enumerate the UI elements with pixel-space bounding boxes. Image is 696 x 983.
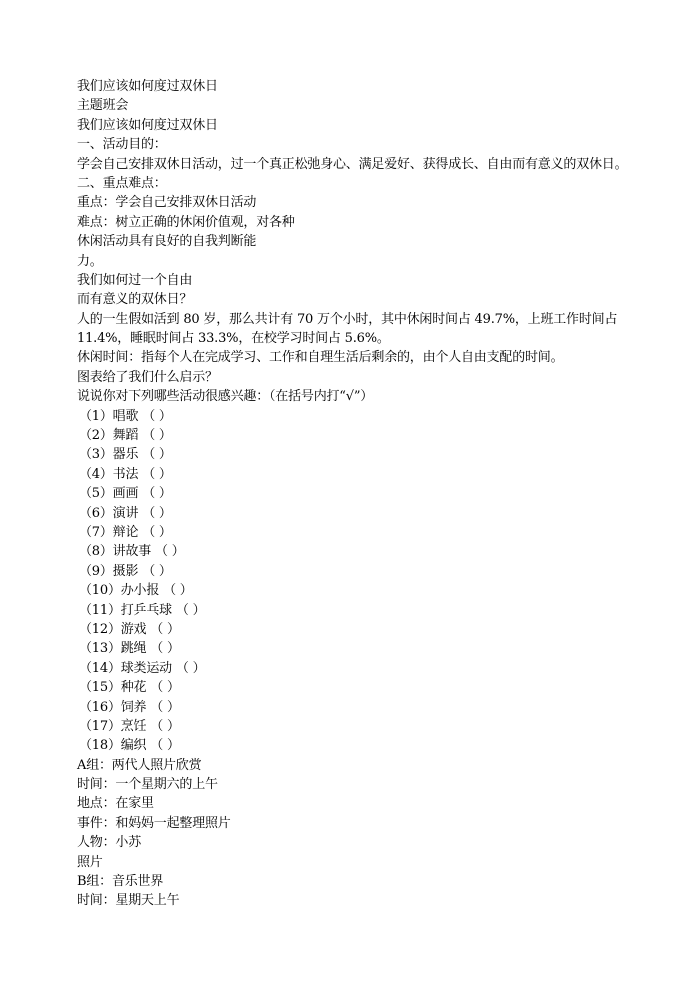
paragraph-difficulty-cont: 休闲活动具有良好的自我判断能 [77, 234, 257, 250]
doc-heading: 我们应该如何度过双休日 [77, 117, 218, 133]
paragraph-difficulty-end: 力。 [77, 253, 103, 269]
doc-title: 我们应该如何度过双休日 [77, 79, 218, 94]
list-item: （17）烹饪 （ ） [79, 718, 180, 734]
list-item: （15）种花 （ ） [79, 680, 180, 696]
group-a-time: 时间：一个星期六的上午 [77, 777, 218, 793]
group-a-photo-label: 照片 [77, 854, 103, 870]
list-item: （13）跳绳 （ ） [79, 641, 180, 657]
list-item: （7）辩论 （ ） [79, 524, 172, 540]
paragraph-focus: 重点：学会自己安排双休日活动 [77, 195, 257, 211]
paragraph-difficulty: 难点：树立正确的休闲价值观，对各种 [77, 214, 295, 230]
list-item: （18）编织 （ ） [79, 738, 180, 754]
paragraph-goal: 学会自己安排双休日活动，过一个真正松弛身心、满足爱好、获得成长、自由而有意义的双休日。 [77, 156, 628, 172]
question-heading-cont: 而有意义的双休日？ [77, 292, 193, 308]
group-a-heading: A组：两代人照片欣赏 [77, 757, 202, 773]
group-a-event: 事件：和妈妈一起整理照片 [77, 815, 231, 831]
group-b-time: 时间：星期天上午 [77, 893, 180, 909]
list-item: （9）摄影 （ ） [79, 563, 172, 579]
paragraph-interest-prompt: 说说你对下列哪些活动很感兴趣：（在括号内打“√”） [77, 389, 374, 405]
section-heading-goal: 一、活动目的： [77, 137, 167, 153]
document-page [77, 77, 637, 911]
paragraph-life-stats: 人的一生假如活到 80 岁，那么共计有 70 万个小时，其中休闲时间占 49.7%，上班工作时间占 [77, 311, 618, 327]
paragraph-life-stats-cont: 11.4%，睡眠时间占 33.3%，在校学习时间占 5.6%。 [77, 331, 390, 347]
section-heading-focus: 二、重点难点： [77, 175, 167, 191]
list-item: （10）办小报 （ ） [79, 583, 193, 599]
list-item: （16）饲养 （ ） [79, 699, 180, 715]
list-item: （11）打乒乓球 （ ） [79, 602, 206, 618]
paragraph-chart-question: 图表给了我们什么启示？ [77, 369, 218, 385]
list-item: （1）唱歌 （ ） [79, 408, 172, 424]
list-item: （2）舞蹈 （ ） [79, 428, 172, 444]
doc-subtitle: 主题班会 [77, 98, 129, 114]
question-heading: 我们如何过一个自由 [77, 272, 193, 288]
paragraph-leisure-definition: 休闲时间：指每个人在完成学习、工作和自理生活后剩余的，由个人自由支配的时间。 [77, 350, 564, 366]
group-b-heading: B组：音乐世界 [77, 874, 164, 890]
list-item: （3）器乐 （ ） [79, 447, 172, 463]
list-item: （4）书法 （ ） [79, 466, 172, 482]
list-item: （8）讲故事 （ ） [79, 544, 185, 560]
list-item: （12）游戏 （ ） [79, 621, 180, 637]
list-item: （6）演讲 （ ） [79, 505, 172, 521]
list-item: （5）画画 （ ） [79, 486, 172, 502]
group-a-place: 地点：在家里 [77, 796, 154, 812]
group-a-person: 人物：小苏 [77, 835, 142, 851]
list-item: （14）球类运动 （ ） [79, 660, 206, 676]
